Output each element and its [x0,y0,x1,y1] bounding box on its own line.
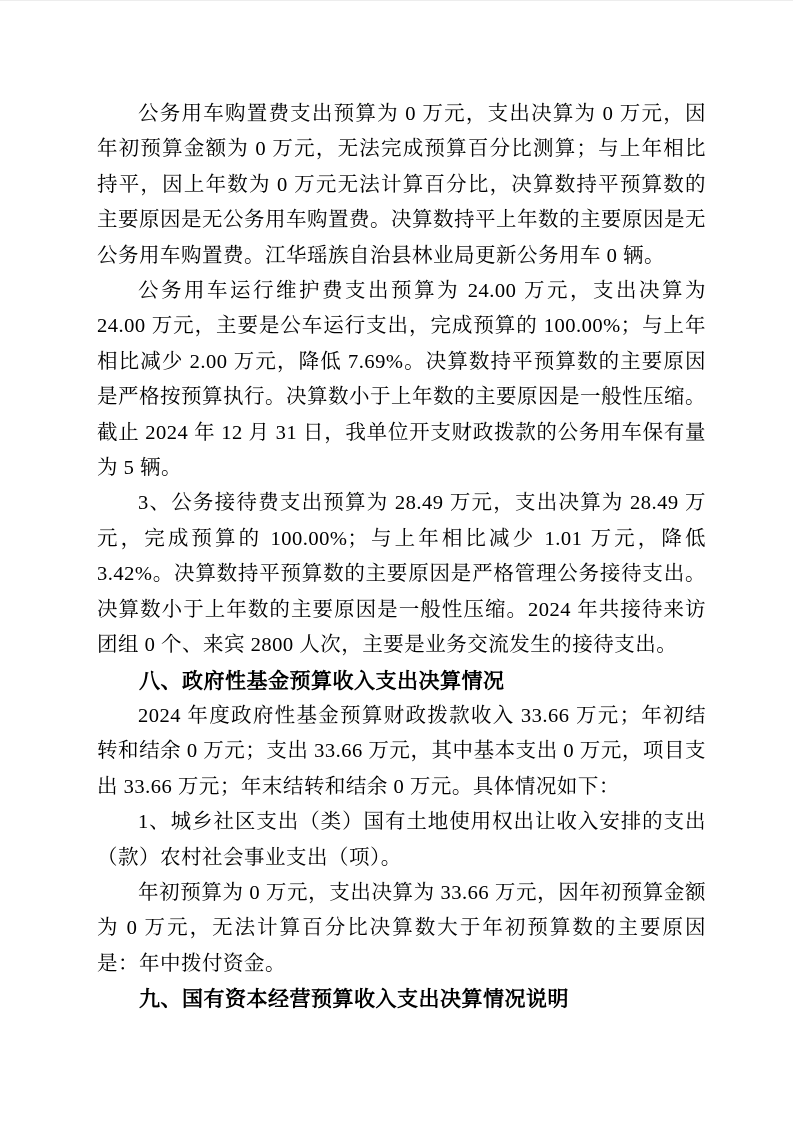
paragraph-fund-budget-summary: 2024 年度政府性基金预算财政拨款收入 33.66 万元；年初结转和结余 0 万元；支出 33.66 万元，其中基本支出 0 万元，项目支出 33.66 万元；年末结转和结余 0 万元。具体情况如下： [97,704,706,798]
paragraph-vehicle-purchase: 公务用车购置费支出预算为 0 万元，支出决算为 0 万元，因年初预算金额为 0 万元，无法完成预算百分比测算；与上年相比持平，因上年数为 0 万元无法计算百分比，决算数持平预算数的主要原因是无公务用车购置费。决算数持平上年数的主要原因是无公务用车购置费。江华瑶族自治县林业局更新公务用车 0 辆。 [97,103,706,267]
section-heading-9-state-capital-budget: 九、国有资本经营预算收入支出决算情况说明 [139,988,569,1012]
paragraph-urban-rural-community-expenditure: 1、城乡社区支出（类）国有土地使用权出让收入安排的支出（款）农村社会事业支出（项）。 [97,811,706,869]
paragraph-official-reception: 3、公务接待费支出预算为 28.49 万元，支出决算为 28.49 万元，完成预算的 100.00%；与上年相比减少 1.01 万元，降低 3.42%。决算数持平预算数的主要原因是严格管理公务接待支出。决算数小于上年数的主要原因是一般性压缩。2024 年共接待来访团组 0 个、来宾 2800 人次，主要是业务交流发生的接待支出。 [97,492,706,657]
section-heading-8-government-fund-budget: 八、政府性基金预算收入支出决算情况 [139,669,505,693]
paragraph-vehicle-operation: 公务用车运行维护费支出预算为 24.00 万元，支出决算为 24.00 万元，主要是公车运行支出，完成预算的 100.00%；与上年相比减少 2.00 万元，降低 7.69%。决算数持平预算数的主要原因是严格按预算执行。决算数小于上年数的主要原因是一般性压缩。截止 2024 年 12 月 31 日，我单位开支财政拨款的公务用车保有量为 5 辆。 [97,280,706,480]
paragraph-fund-budget-variance: 年初预算为 0 万元，支出决算为 33.66 万元，因年初预算金额为 0 万元，无法计算百分比决算数大于年初预算数的主要原因是：年中拨付资金。 [97,881,706,975]
